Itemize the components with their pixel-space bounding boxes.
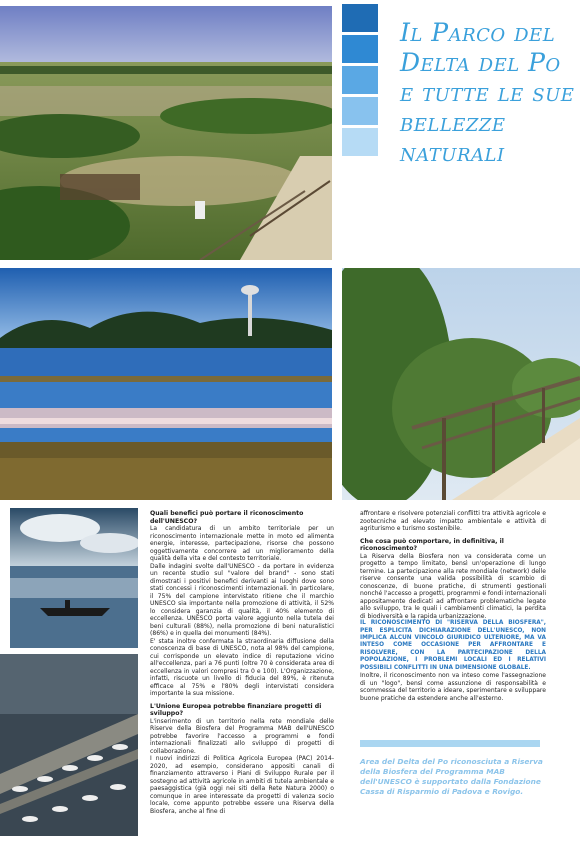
paragraph: La Riserva della Biosfera non va considerata come un progetto a tempo limitato, bensì un'operazione di lungo termine. La partecipazione alla rete mondiale (network) delle riserve consente una valida possibilità di scambio di conoscenze, di buone pratiche, di strumenti gestionali nonché l'accesso a progetti, programmi e fondi internazionali appositamente dedicati ad affrontare problematiche legate allo sviluppo, tra le quali i cambiamenti climatici, la perdita di biodiversità e la rapida urbanizzazione. — [360, 552, 546, 620]
paragraph: La candidatura di un ambito territoriale per un riconoscimento internazionale mette in moto ed alimenta energie, interesse, partecipazione, risorse che possono oggettivamente concorrere ad un miglioramento della qualità della vita e del contesto territoriale. — [150, 525, 334, 563]
photo-wetland-boardwalk — [0, 6, 332, 260]
paragraph: L'inserimento di un territorio nella rete mondiale delle Riserve della Biosfera del Programma MAB dell'UNESCO potrebbe favorire l'accesso a programmi e fondi internazionali finalizzati allo sviluppo di progetti di collaborazione. — [150, 717, 334, 755]
highlight-statement: IL RICONOSCIMENTO DI "RISERVA DELLA BIOSFERA", PER ESPLICITA DICHIARAZIONE DELL'UNESCO, NON IMPLICA ALCUN VINCOLO GIURIDICO ULTERIORE, MA VA INTESO COME OCCASIONE PER AFFRONTARE E RISOLVERE, CON LA PARTECIPAZIONE DELLA POPOLAZIONE, I PROBLEMI LOCALI ED I RELATIVI POSSIBILI CONFLITTI IN UNA DIMENSIONE GLOBALE. — [360, 620, 546, 671]
photo-fisherman-boat — [10, 508, 138, 648]
color-block — [342, 128, 378, 156]
photo-dune-fence-path — [342, 268, 580, 500]
question-heading: Che cosa può comportare, in definitiva, il riconoscimento? — [360, 537, 504, 553]
paragraph: Inoltre, il riconoscimento non va inteso come l'assegnazione di un "logo", bensì come assunzione di responsabilità e scommessa del territorio a ideare, sperimentare e sviluppare buone pratiche da estendere anche all'esterno. — [360, 672, 546, 702]
color-block — [342, 4, 378, 32]
color-block — [342, 35, 378, 63]
photo-moored-boats — [0, 654, 138, 836]
sponsor-credit: Area del Delta del Po riconosciuta a Riserva della Biosfera del Programma MAB dell'UNESCO è supportato dalla Fondazione Cassa di Risparmio di Padova e Rovigo. — [360, 757, 543, 796]
paragraph: affrontare e risolvere potenziali conflitti tra attività agricole e zootecniche ad elevato impatto ambientale e attività di agriturismo e turismo sostenibile. — [360, 510, 546, 532]
paragraph: Dalle indagini svolte dall'UNESCO - da portare in evidenza un recente studio sul "valore del brand" - sono stati dimostrati i positivi benefici derivanti ai luoghi dove sono stati concessi i riconoscimenti internazionali. In particolare, il 75% del campione intervistato ritiene che il marchio UNESCO sia importante nella promozione di attività, il 52% lo considera garanzia di qualità, il 40% elemento di eccellenza. UNESCO porta valore aggiunto nella tutela dei beni culturali (88%), nella promozione di beni naturalistici (86%) e in quella dei monumenti (84%). — [150, 562, 334, 638]
photo-flamingos-lagoon — [0, 268, 332, 500]
paragraph: E' stata inoltre confermata la straordinaria diffusione della conoscenza di base di UNESCO, nota al 98% del campione, cui corrisponde un elevato indice di reputazione vicino all'eccellenza, pari a 76 punti (oltre 70 è considerata area di eccellenza in valori compresi tra 0 e 100). L'Organizzazione, infatti, riscuote un livello di fiducia del 89%, è ritenuta efficace al 75% e l'80% degli intervistati considera importante la sua missione. — [150, 637, 334, 698]
divider-bar — [360, 740, 540, 747]
color-block — [342, 97, 378, 125]
page-title: Il Parco del Delta del Po e tutte le sue bellezze naturali — [400, 18, 575, 167]
paragraph: I nuovi indirizzi di Politica Agricola Europea (PAC) 2014- 2020, ad esempio, considerano appositi canali di finanziamento attraverso i Piani di Sviluppo Rurale per il sostegno ad attività agricole in ambiti di tutela ambientale e paesaggistica (già oggi nei siti della Rete Natura 2000) o comunque in aree interessate da progetti di valenza socio locale, come appunto potrebbe essere una Riserva della Biosfera, anche al fine di — [150, 755, 334, 815]
question-heading: Quali benefici può portare il riconoscimento dell'UNESCO? — [150, 510, 304, 525]
color-blocks — [342, 4, 378, 159]
color-block — [342, 66, 378, 94]
article-column-2 — [360, 510, 546, 702]
article-column-1 — [150, 510, 334, 815]
question-heading: L'Unione Europea potrebbe finanziare progetti di sviluppo? — [150, 702, 322, 718]
